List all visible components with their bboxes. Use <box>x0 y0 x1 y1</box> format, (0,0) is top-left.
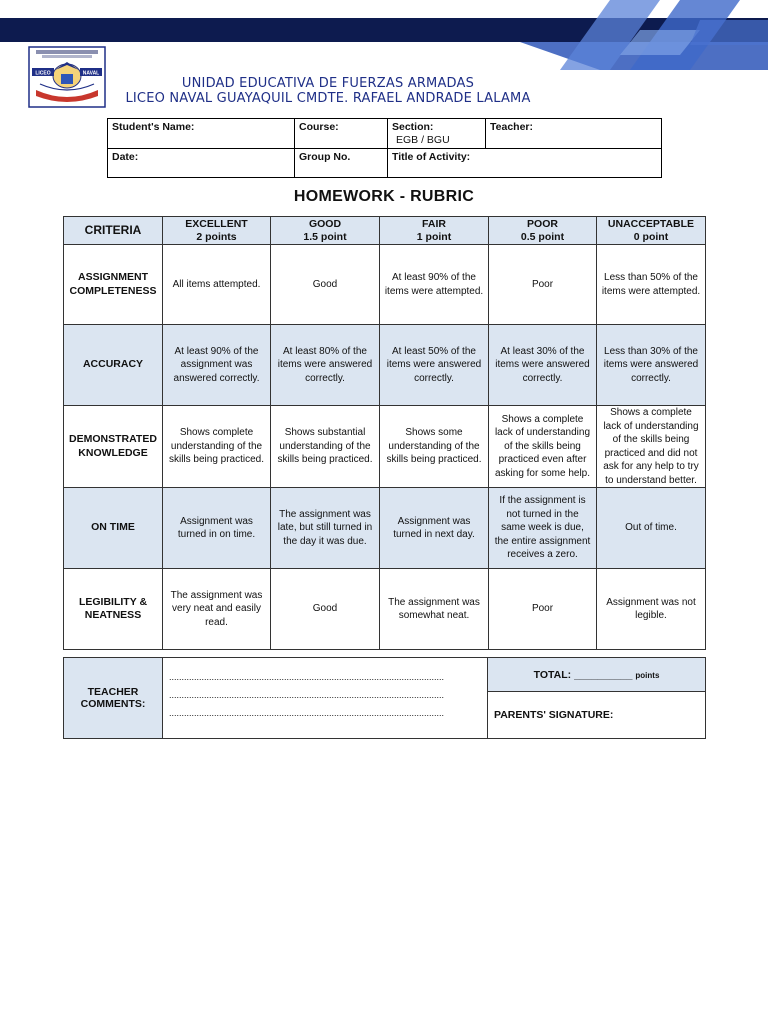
criterion-label: DEMONSTRATED KNOWLEDGE <box>64 406 163 488</box>
criterion-label: ON TIME <box>64 488 163 569</box>
teacher-label: Teacher: <box>490 121 533 133</box>
level-name: POOR <box>527 217 558 230</box>
rubric-cell: Assignment was turned in on time. <box>163 488 271 569</box>
date-label: Date: <box>112 151 139 163</box>
rubric-cell: If the assignment is not turned in the same week is due, the entire assignment receives a zero. <box>489 488 597 569</box>
rubric-cell: Shows substantial understanding of the skills being practiced. <box>271 406 380 488</box>
total-blank: __________ <box>574 668 633 681</box>
level-points: 2 points <box>196 230 237 243</box>
student-name-field[interactable] <box>108 119 295 149</box>
rubric-cell: Shows a complete lack of understanding of the skills being practiced and did not ask for any help to try to understand better. <box>597 406 706 488</box>
level-points: 0.5 point <box>520 230 565 243</box>
top-banner <box>0 0 768 70</box>
section-options: EGB / BGU <box>396 134 450 146</box>
rubric-cell: Shows complete understanding of the skills being practiced. <box>163 406 271 488</box>
level-name: EXCELLENT <box>185 217 248 230</box>
rubric-row-on-time <box>64 488 706 569</box>
level-name: FAIR <box>422 217 446 230</box>
school-name-line-1: UNIDAD EDUCATIVA DE FUERZAS ARMADAS <box>181 76 475 91</box>
criterion-label: LEGIBILITY & NEATNESS <box>64 569 163 650</box>
level-points: 1.5 point <box>303 230 347 243</box>
rubric-cell: Less than 50% of the items were attempted. <box>597 245 706 325</box>
title-of-activity-label: Title of Activity: <box>392 151 471 163</box>
level-header <box>597 217 706 245</box>
rubric-row-completeness <box>64 245 706 325</box>
level-name: UNACCEPTABLE <box>607 217 695 230</box>
level-header <box>163 217 271 245</box>
rubric-cell: At least 90% of the items were attempted. <box>380 245 489 325</box>
comments-table <box>63 657 706 739</box>
level-header <box>489 217 597 245</box>
student-name-label: Student's Name: <box>112 121 195 133</box>
school-name-line-2: LICEO NAVAL GUAYAQUIL CMDTE. RAFAEL ANDRADE LALAMA <box>125 91 531 106</box>
rubric-row-knowledge <box>64 406 706 488</box>
rubric-cell: Out of time. <box>597 488 706 569</box>
criterion-label: ACCURACY <box>64 325 163 406</box>
rubric-table <box>63 216 706 650</box>
level-name: GOOD <box>308 217 342 230</box>
section-field[interactable] <box>388 119 486 149</box>
parents-signature-field[interactable] <box>488 692 706 739</box>
title-of-activity-field[interactable] <box>388 149 662 178</box>
comment-line: .............................................................................................................. <box>169 672 445 682</box>
school-crest-logo <box>28 46 106 108</box>
teacher-field[interactable] <box>486 119 662 149</box>
level-header <box>380 217 489 245</box>
course-field[interactable] <box>295 119 388 149</box>
comment-line: .............................................................................................................. <box>169 708 445 718</box>
rubric-row-legibility <box>64 569 706 650</box>
rubric-cell: Assignment was turned in next day. <box>380 488 489 569</box>
logo-text-left: LICEO <box>35 70 51 77</box>
points-label: points <box>635 670 660 680</box>
level-header <box>271 217 380 245</box>
rubric-cell: Less than 30% of the items were answered correctly. <box>597 325 706 406</box>
rubric-cell: At least 90% of the assignment was answered correctly. <box>163 325 271 406</box>
rubric-cell: Good <box>271 569 380 650</box>
rubric-cell: Poor <box>489 245 597 325</box>
total-field[interactable] <box>488 658 706 692</box>
rubric-cell: At least 30% of the items were answered correctly. <box>489 325 597 406</box>
course-label: Course: <box>299 121 339 133</box>
rubric-cell: At least 50% of the items were answered correctly. <box>380 325 489 406</box>
rubric-cell: The assignment was late, but still turned in the day it was due. <box>271 488 380 569</box>
rubric-cell: The assignment was somewhat neat. <box>380 569 489 650</box>
group-no-field[interactable] <box>295 149 388 178</box>
teacher-comments-label: TEACHER COMMENTS: <box>64 658 163 739</box>
section-label: Section: <box>392 121 434 133</box>
rubric-cell: Assignment was not legible. <box>597 569 706 650</box>
comment-line: .............................................................................................................. <box>169 690 445 700</box>
rubric-cell: Good <box>271 245 380 325</box>
rubric-cell: The assignment was very neat and easily read. <box>163 569 271 650</box>
criterion-label: ASSIGNMENT COMPLETENESS <box>64 245 163 325</box>
group-no-label: Group No. <box>299 151 351 163</box>
rubric-cell: Shows a complete lack of understanding of the skills being practiced even after asking for some help. <box>489 406 597 488</box>
criteria-header: CRITERIA <box>64 217 163 245</box>
level-points: 1 point <box>416 230 452 243</box>
rubric-cell: Shows some understanding of the skills being practiced. <box>380 406 489 488</box>
teacher-comments-area[interactable] <box>163 658 488 739</box>
student-info-table <box>107 118 662 178</box>
rubric-cell: All items attempted. <box>163 245 271 325</box>
page-title: HOMEWORK - RUBRIC <box>293 188 475 205</box>
rubric-cell: At least 80% of the items were answered correctly. <box>271 325 380 406</box>
rubric-cell: Poor <box>489 569 597 650</box>
parents-signature-label: PARENTS' SIGNATURE: <box>494 709 614 721</box>
total-label: TOTAL: <box>533 668 572 681</box>
logo-text-right: NAVAL <box>82 70 100 77</box>
rubric-row-accuracy <box>64 325 706 406</box>
level-points: 0 point <box>633 230 669 243</box>
date-field[interactable] <box>108 149 295 178</box>
